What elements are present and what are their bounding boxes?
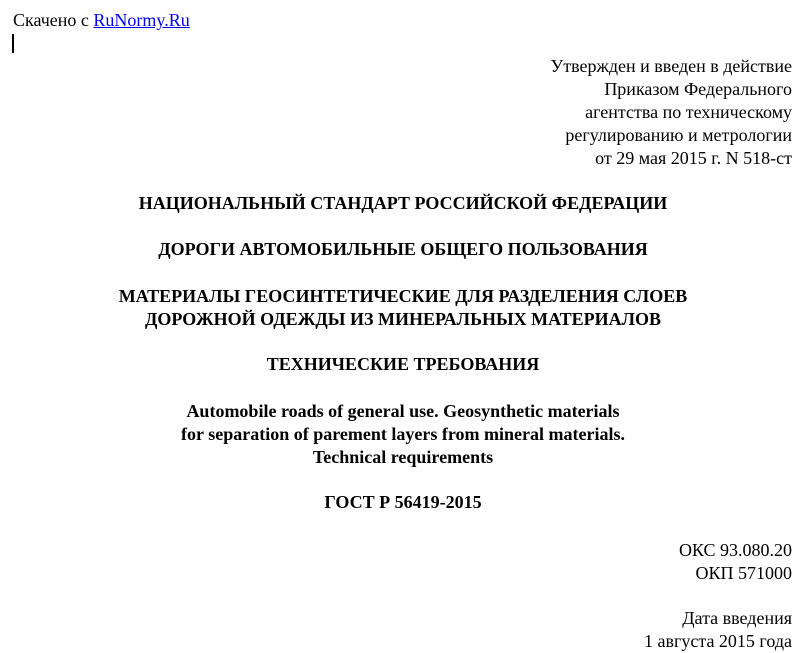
standard-type-heading: НАЦИОНАЛЬНЫЙ СТАНДАРТ РОССИЙСКОЙ ФЕДЕРАЦИИ (138, 193, 668, 213)
standard-name-line: МАТЕРИАЛЫ ГЕОСИНТЕТИЧЕСКИЕ ДЛЯ РАЗДЕЛЕНИЯ СЛОЕВ (118, 286, 688, 306)
approval-line: от 29 мая 2015 г. N 518-ст (595, 148, 792, 168)
subject-heading: ДОРОГИ АВТОМОБИЛЬНЫЕ ОБЩЕГО ПОЛЬЗОВАНИЯ (158, 239, 648, 259)
english-title-line: for separation of parement layers from mineral materials. (181, 424, 625, 444)
okp-code: ОКП 571000 (695, 563, 792, 583)
english-title-line: Technical requirements (312, 447, 494, 467)
standard-name-line: ДОРОЖНОЙ ОДЕЖДЫ ИЗ МИНЕРАЛЬНЫХ МАТЕРИАЛОВ (145, 309, 661, 329)
standard-designation: ГОСТ Р 56419-2015 (324, 492, 482, 512)
oks-code: ОКС 93.080.20 (678, 540, 792, 560)
source-link[interactable]: RuNormy.Ru (93, 10, 190, 30)
standard-name-heading (0, 285, 799, 331)
approval-line: агентства по техническому (585, 102, 792, 122)
english-title-line: Automobile roads of general use. Geosynthetic materials (186, 401, 620, 421)
requirements-heading: ТЕХНИЧЕСКИЕ ТРЕБОВАНИЯ (266, 354, 540, 374)
introduction-date: 1 августа 2015 года (644, 631, 792, 651)
approval-line: Утвержден и введен в действие (550, 56, 792, 76)
approval-line: регулированию и метрологии (565, 125, 792, 145)
introduction-date-block (644, 607, 792, 653)
approval-block (550, 55, 792, 170)
approval-line: Приказом Федерального (604, 79, 792, 99)
introduction-label: Дата введения (682, 608, 792, 628)
source-line (13, 9, 190, 31)
text-cursor (12, 34, 14, 53)
source-prefix: Скачено с (13, 10, 94, 30)
english-title (0, 400, 799, 469)
classification-codes (679, 539, 792, 585)
